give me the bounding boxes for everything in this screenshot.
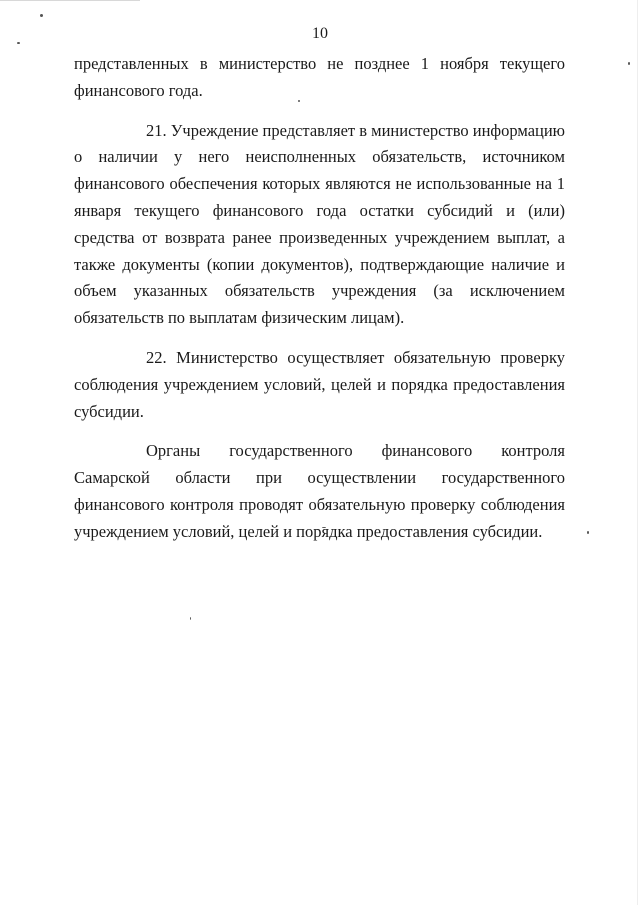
paragraph-continuation: представленных в министерство не позднее 1 ноября текущего финансового года. [74, 54, 565, 100]
paragraph-financial-control: Органы государственного финансового контроля Самарской области при осуществлении государственного финансового контроля проводят обязательную проверку соблюдения учреждением условий, целей и порядка предоставления субсидии. [74, 441, 565, 541]
scan-speck [190, 617, 191, 620]
scan-speck [628, 62, 630, 65]
paragraph-item-22: 22. Министерство осуществляет обязательную проверку соблюдения учреждением условий, целей и порядка предоставления субсидии. [74, 347, 565, 421]
scan-speck [40, 14, 43, 17]
scan-border-top [0, 0, 140, 1]
document-body [74, 51, 565, 559]
page-number: 10 [312, 25, 328, 42]
scan-speck [587, 531, 589, 534]
paragraph-item-21: 21. Учреждение представляет в министерство информацию о наличии у него неисполненных обязательств, источником финансового обеспечения которых являются не использованные на 1 января текущего финансового года остатки субсидий и (или) средства от возврата ранее произведенных учреждением выплат, а также документы (копии документов), подтверждающие наличие и объем указанных обязательств учреждения (за исключением обязательств по выплатам физическим лицам). [74, 120, 566, 328]
scan-border-right [637, 0, 638, 905]
